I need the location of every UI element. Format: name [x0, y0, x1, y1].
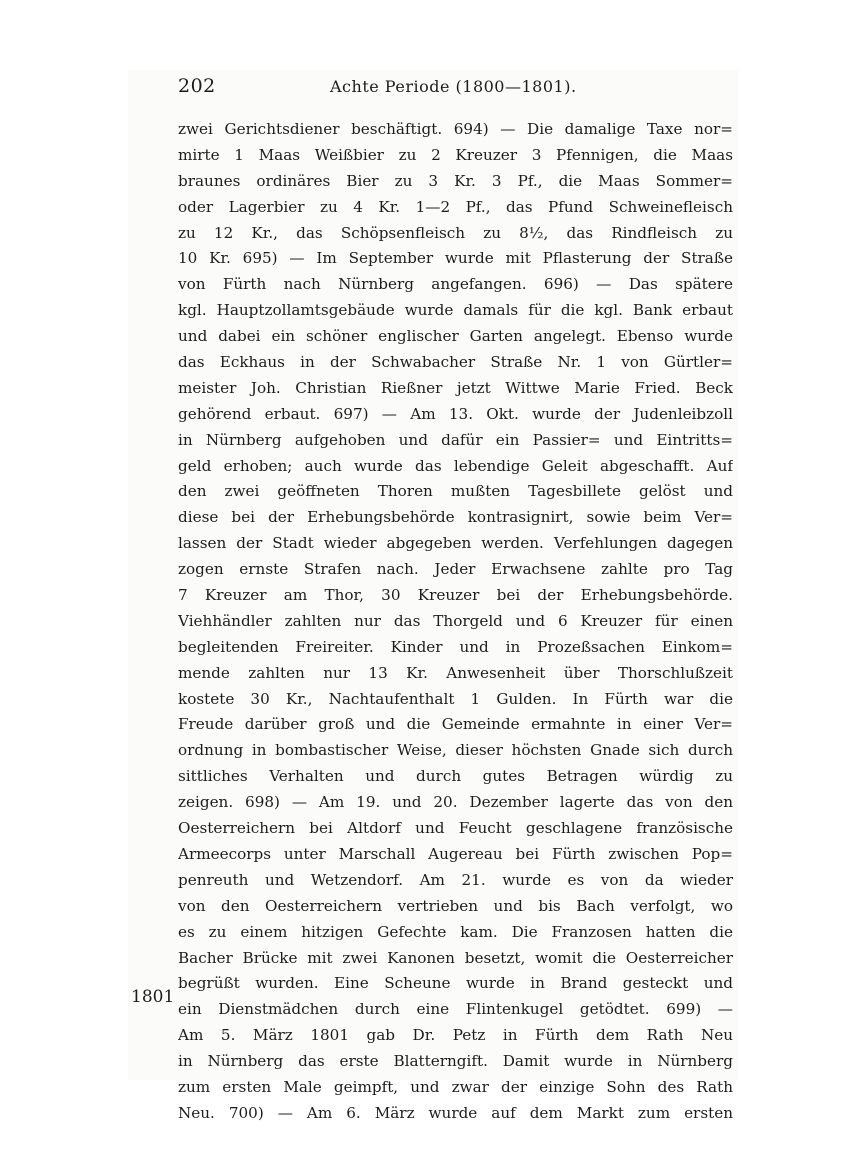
- text-line: zeigen. 698) — Am 19. und 20. Dezember lagerte das von den: [178, 793, 733, 812]
- text-line: sittliches Verhalten und durch gutes Betragen würdig zu: [178, 767, 733, 786]
- text-line: zu 12 Kr., das Schöpsenfleisch zu 8½, das Rindfleisch zu: [178, 223, 733, 242]
- text-line: Freude darüber groß und die Gemeinde ermahnte in einer Ver=: [178, 715, 733, 734]
- text-line: penreuth und Wetzendorf. Am 21. wurde es von da wieder: [178, 870, 733, 889]
- text-line: von Fürth nach Nürnberg angefangen. 696) — Das spätere: [178, 275, 733, 294]
- text-line: oder Lagerbier zu 4 Kr. 1—2 Pf., das Pfund Schweinefleisch: [178, 197, 733, 216]
- text-line: und dabei ein schöner englischer Garten angelegt. Ebenso wurde: [178, 327, 733, 346]
- text-line: den zwei geöffneten Thoren mußten Tagesbillete gelöst und: [178, 482, 733, 501]
- text-line: lassen der Stadt wieder abgegeben werden. Verfehlungen dagegen: [178, 534, 733, 553]
- text-line: braunes ordinäres Bier zu 3 Kr. 3 Pf., die Maas Sommer=: [178, 171, 733, 190]
- running-title: Achte Periode (1800—1801).: [330, 77, 577, 96]
- text-line: geld erhoben; auch wurde das lebendige Geleit abgeschafft. Auf: [178, 456, 733, 475]
- text-line: meister Joh. Christian Rießner jetzt Wittwe Marie Fried. Beck: [178, 378, 733, 397]
- text-line: kgl. Hauptzollamtsgebäude wurde damals für die kgl. Bank erbaut: [178, 301, 733, 320]
- body-text: [178, 117, 733, 1127]
- text-line: es zu einem hitzigen Gefechte kam. Die Franzosen hatten die: [178, 922, 733, 941]
- text-line: Neu. 700) — Am 6. März wurde auf dem Markt zum ersten: [178, 1103, 733, 1122]
- text-line: begleitenden Freireiter. Kinder und in Prozeßsachen Einkom=: [178, 637, 733, 656]
- text-line: zum ersten Male geimpft, und zwar der einzige Sohn des Rath: [178, 1077, 733, 1096]
- margin-year-note: 1801: [131, 987, 175, 1007]
- text-line: das Eckhaus in der Schwabacher Straße Nr. 1 von Gürtler=: [178, 353, 733, 372]
- text-line: zogen ernste Strafen nach. Jeder Erwachsene zahlte pro Tag: [178, 560, 733, 579]
- text-line: ein Dienstmädchen durch eine Flintenkugel getödtet. 699) —: [178, 1000, 733, 1019]
- text-line: kostete 30 Kr., Nachtaufenthalt 1 Gulden. In Fürth war die: [178, 689, 733, 708]
- text-line: begrüßt wurden. Eine Scheune wurde in Brand gesteckt und: [178, 974, 733, 993]
- text-line: mende zahlten nur 13 Kr. Anwesenheit über Thorschlußzeit: [178, 663, 733, 682]
- text-line: gehörend erbaut. 697) — Am 13. Okt. wurde der Judenleibzoll: [178, 404, 733, 423]
- text-line: diese bei der Erhebungsbehörde kontrasignirt, sowie beim Ver=: [178, 508, 733, 527]
- text-line: Viehhändler zahlten nur das Thorgeld und 6 Kreuzer für einen: [178, 611, 733, 630]
- text-line: in Nürnberg das erste Blatterngift. Damit wurde in Nürnberg: [178, 1052, 733, 1071]
- text-line: 7 Kreuzer am Thor, 30 Kreuzer bei der Erhebungsbehörde.: [178, 586, 733, 605]
- text-line: Armeecorps unter Marschall Augereau bei Fürth zwischen Pop=: [178, 844, 733, 863]
- text-line: 10 Kr. 695) — Im September wurde mit Pflasterung der Straße: [178, 249, 733, 268]
- text-line: ordnung in bombastischer Weise, dieser höchsten Gnade sich durch: [178, 741, 733, 760]
- text-line: in Nürnberg aufgehoben und dafür ein Passier= und Eintritts=: [178, 430, 733, 449]
- text-line: mirte 1 Maas Weißbier zu 2 Kreuzer 3 Pfennigen, die Maas: [178, 145, 733, 164]
- text-line: von den Oesterreichern vertrieben und bis Bach verfolgt, wo: [178, 896, 733, 915]
- text-line: Am 5. März 1801 gab Dr. Petz in Fürth dem Rath Neu: [178, 1026, 733, 1045]
- text-line: Oesterreichern bei Altdorf und Feucht geschlagene französische: [178, 819, 733, 838]
- text-line: zwei Gerichtsdiener beschäftigt. 694) — Die damalige Taxe nor=: [178, 120, 733, 138]
- page-number: 202: [178, 75, 216, 97]
- text-line: Bacher Brücke mit zwei Kanonen besetzt, womit die Oesterreicher: [178, 948, 733, 967]
